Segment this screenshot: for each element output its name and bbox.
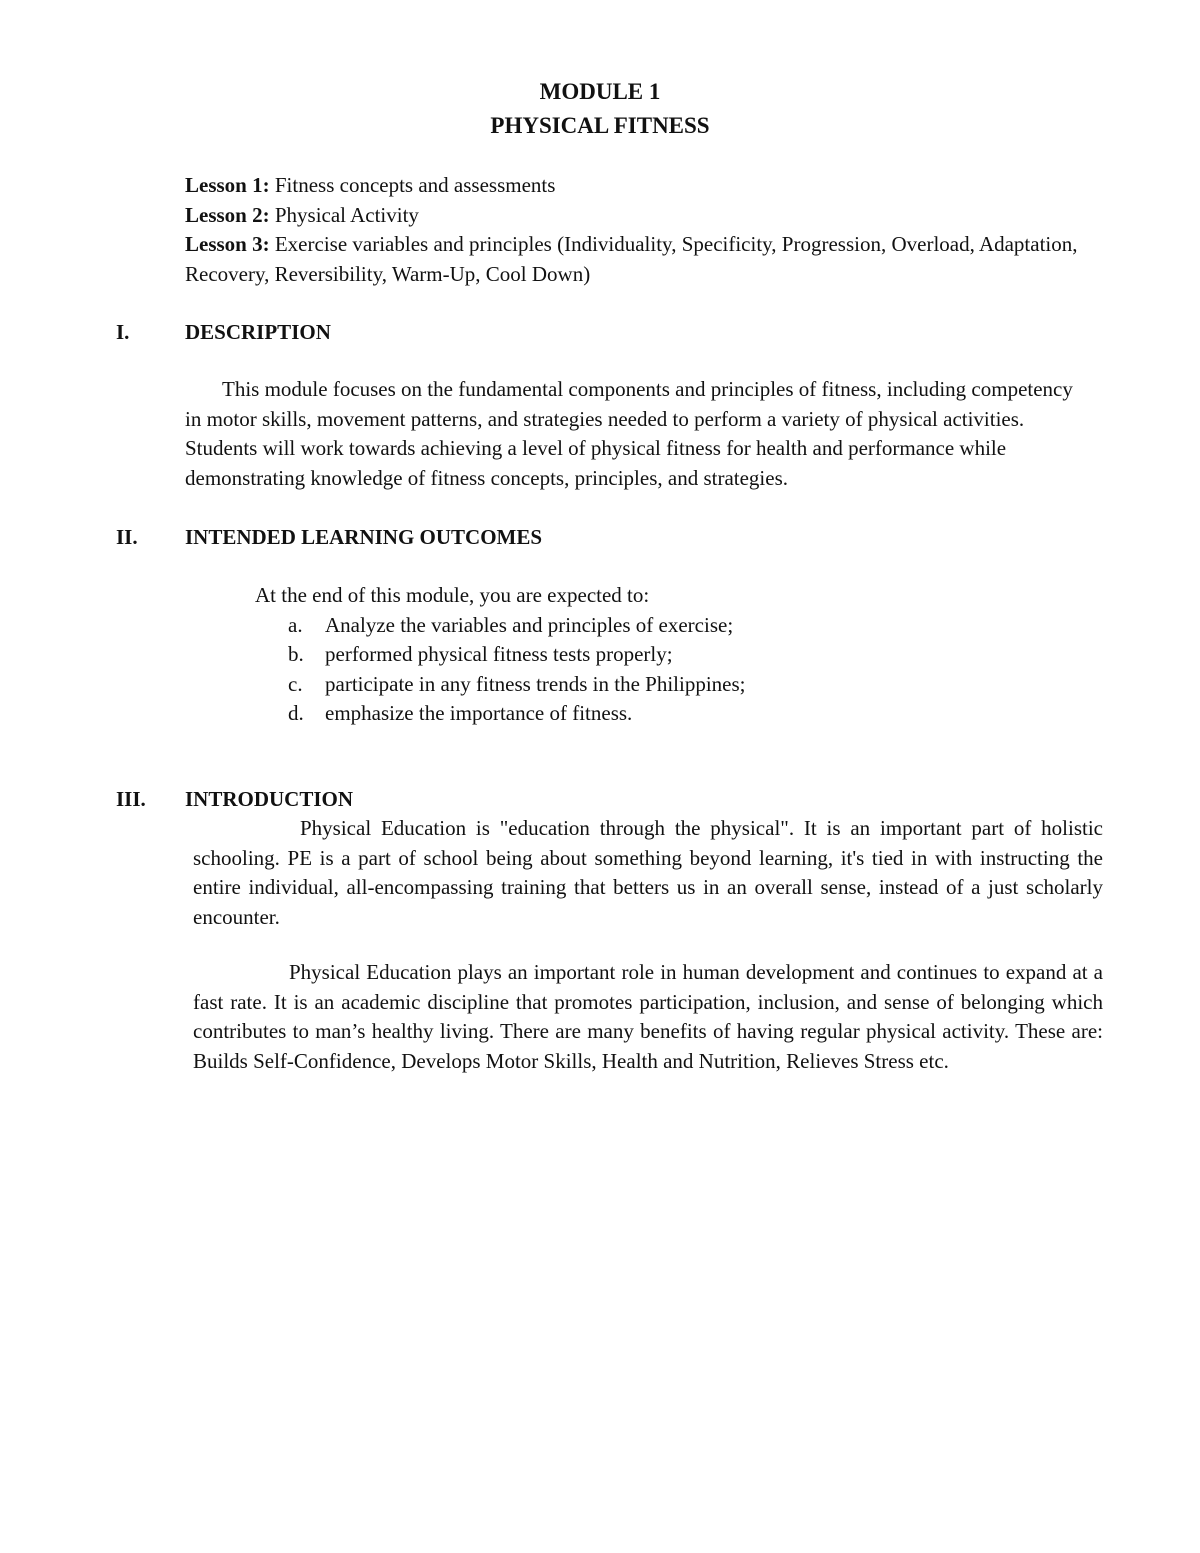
list-marker: b. (288, 642, 304, 666)
section-number-outcomes: II. (116, 525, 138, 549)
outcomes-block (255, 581, 1075, 729)
lesson-item (185, 230, 1085, 289)
description-body: This module focuses on the fundamental components and principles of fitness, including competency in motor skills, movement patterns, and strategies needed to perform a variety of physical activities. Students will work towards achieving a level of physical fitness for health and performance while demonstrating knowledge of fitness concepts, principles, and strategies. (185, 377, 1073, 490)
list-marker: d. (288, 701, 304, 725)
module-number: MODULE 1 (539, 79, 661, 104)
lesson-list (185, 171, 1085, 289)
lesson-text: Physical Activity (274, 202, 419, 227)
list-item (255, 699, 1075, 729)
list-item-text: performed physical fitness tests properly; (325, 642, 673, 666)
section-number-description: I. (116, 320, 130, 344)
list-marker: c. (288, 671, 303, 696)
lesson-label: Lesson 1: (185, 173, 270, 197)
introduction-paragraph-2: Physical Education plays an important role in human development and continues to expand at a fast rate. It is an academic discipline that promotes participation, inclusion, and sense of belonging which contributes to man’s healthy living. There are many benefits of having regular physical activity. These are: Builds Self-Confidence, Develops Motor Skills, Health and Nutrition, Relieves Stress etc. (193, 960, 1103, 1073)
introduction-paragraph-1: Physical Education is "education through the physical". It is an important part of holistic schooling. PE is a part of school being about something beyond learning, it's tied in with instructing the entire individual, all-encompassing training that betters us in an overall sense, instead of a just scholarly encounter. (193, 816, 1103, 929)
lesson-item (185, 171, 1085, 201)
list-marker: a. (288, 612, 303, 637)
outcomes-list (255, 611, 1075, 729)
list-item (255, 611, 1075, 641)
page-title: PHYSICAL FITNESS (490, 113, 710, 138)
list-item-text: emphasize the importance of fitness. (325, 701, 633, 725)
lesson-text: Fitness concepts and assessments (274, 173, 556, 197)
list-item (255, 670, 1075, 700)
lesson-label: Lesson 2: (185, 202, 270, 227)
lesson-item (185, 201, 1085, 231)
section-title-outcomes: INTENDED LEARNING OUTCOMES (185, 525, 543, 549)
section-title-introduction: INTRODUCTION (185, 787, 354, 811)
section-title-description: DESCRIPTION (185, 320, 331, 344)
list-item (255, 640, 1075, 670)
list-item-text: Analyze the variables and principles of exercise; (325, 612, 734, 637)
outcomes-intro: At the end of this module, you are expected to: (255, 583, 650, 607)
list-item-text: participate in any fitness trends in the Philippines; (325, 671, 746, 696)
lesson-text: Exercise variables and principles (Individuality, Specificity, Progression, Overload, Adaptation, Recovery, Reversibility, Warm-Up, Cool Down) (185, 232, 1078, 286)
section-number-introduction: III. (116, 787, 146, 811)
lesson-label: Lesson 3: (185, 232, 270, 256)
